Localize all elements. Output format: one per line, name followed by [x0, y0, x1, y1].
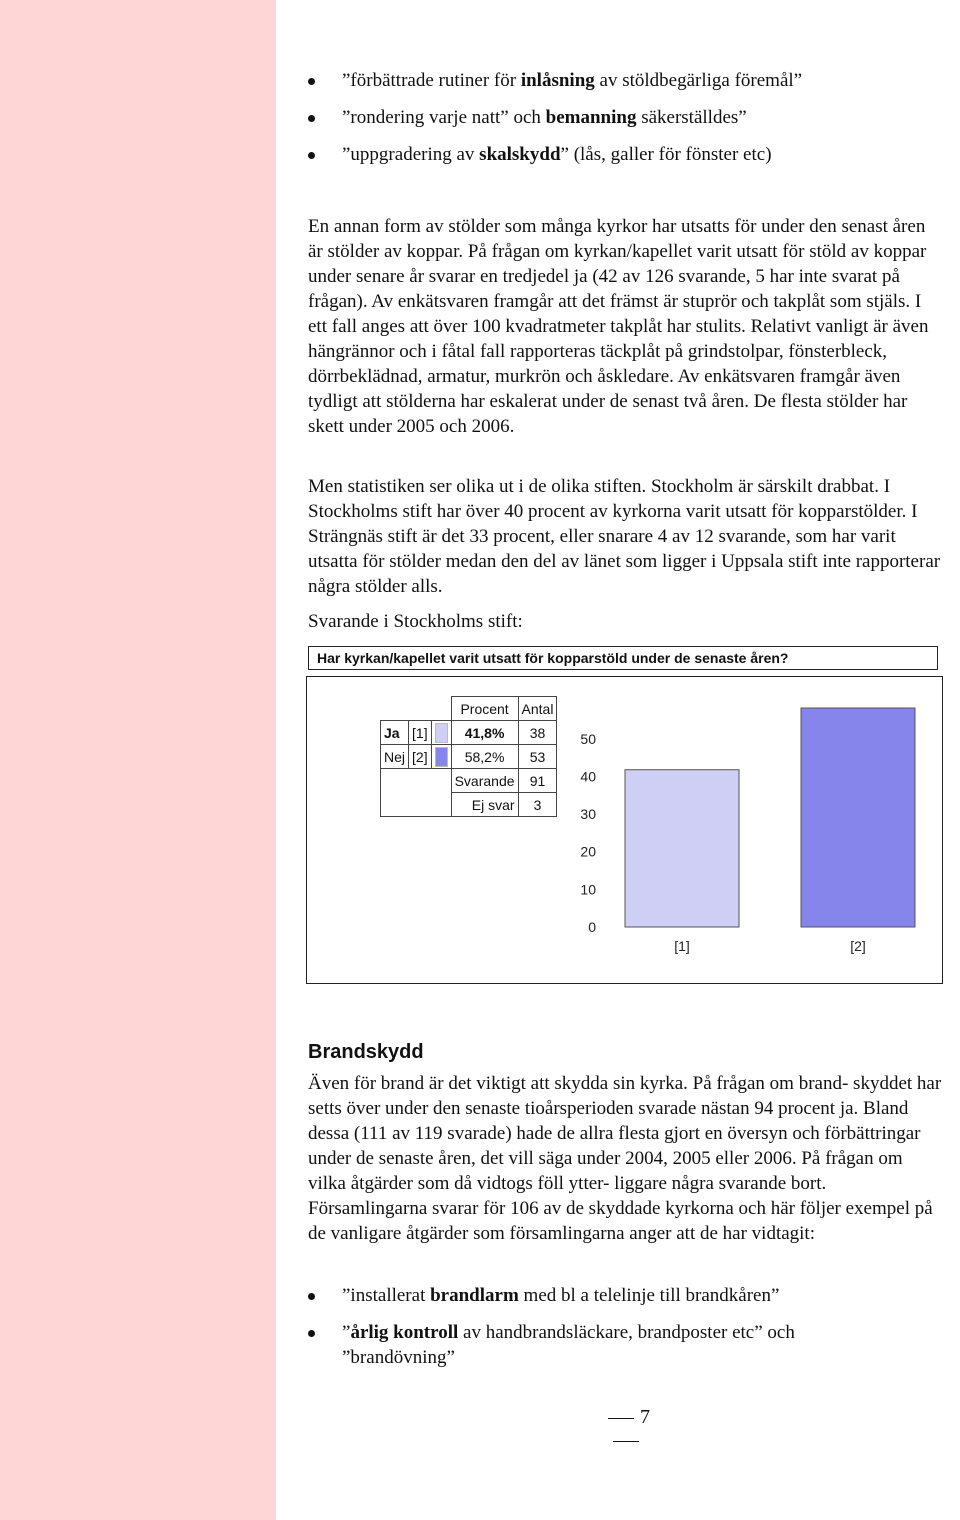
ejsvar-label: Ej svar: [451, 793, 518, 817]
row-code: [2]: [409, 745, 432, 769]
chart-data-table: [380, 696, 557, 817]
bullet-icon: [308, 1330, 315, 1337]
chart-title: Har kyrkan/kapellet varit utsatt för kopparstöld under de senaste åren?: [308, 646, 938, 670]
dash-right: [613, 1441, 639, 1442]
paragraph-statistics: Men statistiken ser olika ut i de olika stiften. Stockholm är särskilt drabbat. I Stockholms stift har över 40 procent av kyrkorna varit utsatt för kopparstölder. I Strängnäs stift är det 33 procent, eller snarare 4 av 12 svarande, som har varit utsatta för stölder medan den del av länet som ligger i Uppsala stift inte rapporterar några stölder alls.: [308, 476, 941, 597]
table-row: [381, 745, 557, 769]
antal-value: 38: [518, 721, 557, 745]
procent-value: 41,8%: [451, 721, 518, 745]
procent-value: 58,2%: [451, 745, 518, 769]
list-item: ”uppgradering av skalskydd” (lås, galler för fönster etc): [308, 142, 938, 167]
legend-swatch-cell: [431, 721, 451, 745]
section-heading-brandskydd: Brandskydd: [308, 1041, 424, 1063]
row-label-nej: Nej: [381, 745, 409, 769]
y-tick-label: 10: [580, 881, 596, 898]
list-item: ”förbättrade rutiner för inlåsning av stöldbegärliga föremål”: [308, 68, 938, 93]
svarande-value: 91: [518, 769, 557, 793]
table-row: [381, 769, 557, 793]
legend-swatch: [435, 747, 448, 767]
table-blank-cell: [381, 769, 452, 793]
page-margin-band: [0, 0, 276, 1520]
y-tick-label: 50: [580, 730, 596, 747]
bar: [801, 708, 915, 927]
page-number: 7: [590, 1406, 662, 1452]
row-code: [1]: [409, 721, 432, 745]
column-header-antal: Antal: [518, 697, 557, 721]
bullet-list-fire-measures: [308, 1283, 938, 1382]
legend-swatch-cell: [431, 745, 451, 769]
ejsvar-value: 3: [518, 793, 557, 817]
dash-left: [608, 1418, 634, 1419]
y-tick-label: 40: [580, 768, 596, 785]
list-item: ”rondering varje natt” och bemanning säkerställdes”: [308, 105, 938, 130]
bullet-icon: [308, 1293, 315, 1300]
bullet-list-theft-measures: [308, 68, 938, 179]
x-tick-label: [1]: [674, 938, 690, 954]
bullet-icon: [308, 152, 315, 159]
list-item: ”årlig kontroll av handbrandsläckare, brandposter etc” och ”brandövning”: [308, 1320, 842, 1370]
bar-chart: [560, 690, 930, 970]
row-label-ja: Ja: [381, 721, 409, 745]
legend-swatch: [435, 723, 448, 743]
table-row: [381, 793, 557, 817]
y-tick-label: 0: [588, 919, 596, 935]
list-item: ”installerat brandlarm med bl a telelinje till brandkåren”: [308, 1283, 938, 1308]
y-tick-label: 20: [580, 843, 596, 860]
y-tick-label: 30: [580, 806, 596, 823]
table-blank-cell: [381, 793, 452, 817]
antal-value: 53: [518, 745, 557, 769]
paragraph-stockholm-label: Svarande i Stockholms stift:: [308, 611, 523, 632]
paragraph-copper-theft: En annan form av stölder som många kyrkor har utsatts för under den senast åren är stölder av koppar. På frågan om kyrkan/kapellet varit utsatt för stöld av koppar under senare år svarar en tredjedel ja (42 av 126 svarande, 5 har inte svarat på frågan). Av enkätsvaren framgår att det främst är stuprör och takplåt som stjäls. I ett fall anges att över 100 kvadratmeter takplåt har stulits. Relativt vanligt är även hängrännor och i fåtal fall rapporteras täckplåt på grindstolpar, fönsterbleck, dörrbeklädnad, armatur, murkrön och åskledare. Av enkätsvaren framgår även tydligt att stölderna har eskalerat under de senast två åren. De flesta stölder har skett under 2005 och 2006.: [308, 216, 929, 437]
table-row: [381, 721, 557, 745]
bar: [625, 770, 739, 927]
bullet-icon: [308, 78, 315, 85]
table-blank-cell: [381, 697, 452, 721]
paragraph-brandskydd: Även för brand är det viktigt att skydda sin kyrka. På frågan om brand- skyddet har setts över under den senaste tioårsperioden svarade nästan 94 procent ja. Bland dessa (111 av 119 svarade) hade de allra flesta gjort en översyn och förbättringar under de senaste åren, det vill säga under 2004, 2005 eller 2006. På frågan om vilka åtgärder som då vidtogs föll ytter- liggare några svarande bort. Församlingarna svarar för 106 av de skyddade kyrkorna och här följer exempel på de vanligare åtgärder som församlingarna anger att de har vidtagit:: [308, 1073, 942, 1244]
x-tick-label: [2]: [850, 938, 866, 954]
column-header-procent: Procent: [451, 697, 518, 721]
bullet-icon: [308, 115, 315, 122]
svarande-label: Svarande: [451, 769, 518, 793]
